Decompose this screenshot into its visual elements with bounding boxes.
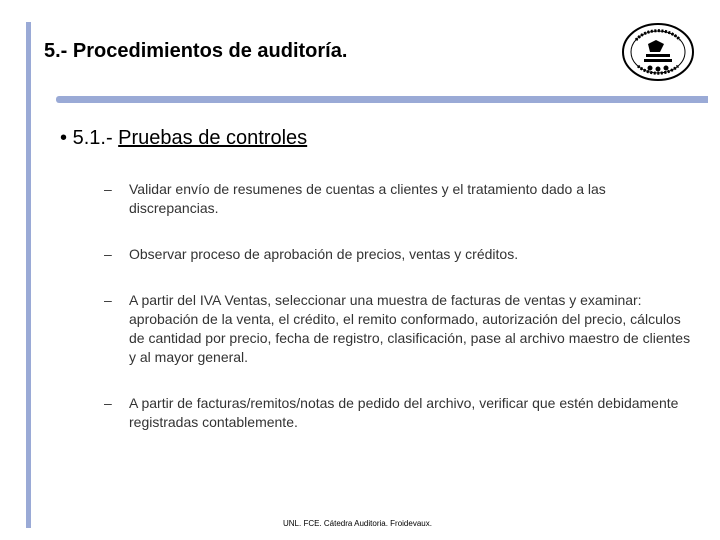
- list-item: [104, 245, 698, 264]
- subtitle-bullet: •: [60, 127, 68, 149]
- dash-marker: –: [104, 395, 112, 411]
- dash-marker: –: [104, 246, 112, 262]
- list-item: [104, 180, 698, 218]
- list-item-text: Observar proceso de aprobación de precios, ventas y créditos.: [129, 246, 519, 262]
- list-item: [104, 394, 698, 432]
- list-item-text: A partir del IVA Ventas, seleccionar una muestra de facturas de ventas y examinar: aprobación de la venta, el crédito, el remito conformado, autorización del precio, cálculos de cantidad por precio, fecha de registro, clasificación, pase al archivo maestro de clientes y al mayor general.: [129, 292, 691, 365]
- left-accent-bar: [26, 22, 31, 528]
- footer-credit: UNL. FCE. Cátedra Auditoria. Froidevaux.: [283, 519, 432, 528]
- list-item: [104, 291, 698, 367]
- list-item-text: Validar envío de resumenes de cuentas a clientes y el tratamiento dado a las discrepancias.: [129, 181, 606, 216]
- title-divider: [56, 96, 708, 103]
- procedure-list: [104, 180, 698, 459]
- dash-marker: –: [104, 292, 112, 308]
- slide-title: 5.- Procedimientos de auditoría.: [44, 40, 348, 62]
- subtitle-number: 5.1.-: [72, 127, 119, 149]
- list-item-text: A partir de facturas/remitos/notas de pedido del archivo, verificar que estén debidamente registradas contablemente.: [129, 395, 679, 430]
- section-subtitle: [60, 127, 307, 150]
- university-seal-icon: [620, 22, 696, 82]
- subtitle-heading: Pruebas de controles: [118, 127, 308, 149]
- dash-marker: –: [104, 181, 112, 197]
